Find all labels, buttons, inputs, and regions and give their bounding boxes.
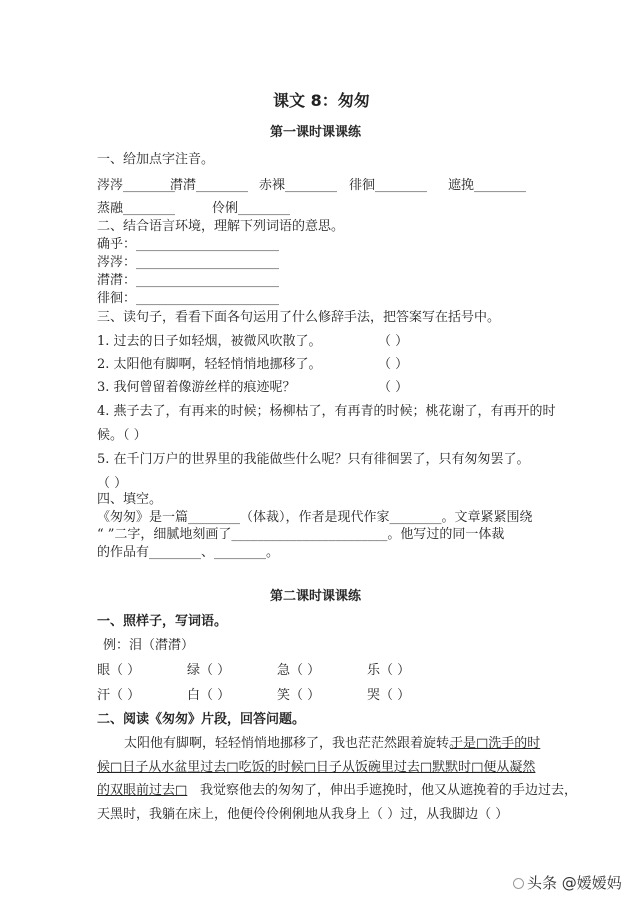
passage-line-1b: 于是□洗手的时 xyxy=(450,736,541,751)
watermark xyxy=(513,872,622,893)
answer-paren: （ ） xyxy=(378,334,409,349)
watermark-text: 头条 @嫒嫒妈 xyxy=(527,874,622,892)
q4-prompt: 四、填空。 xyxy=(97,492,163,507)
word-meaning-line: 涔涔：______________________ xyxy=(97,255,280,270)
word-meaning-line: 徘徊：______________________ xyxy=(97,291,280,306)
q2-prompt: 二、结合语言环境，理解下列词语的意思。 xyxy=(97,219,345,234)
sentence-4-cont: 候。（ ） xyxy=(97,428,147,443)
answer-paren: （ ） xyxy=(378,357,409,372)
watermark-icon xyxy=(513,878,524,889)
answer-paren: （ ） xyxy=(97,476,128,491)
word-item: 绿（ ） xyxy=(187,663,231,678)
lesson1-heading: 第一课时课课练 xyxy=(270,125,362,140)
passage-line-4: 天黑时，我躺在床上，他便伶伶俐俐地从我身上（ ）过，从我脚边（ ） xyxy=(97,807,509,822)
pinyin-item: 涔涔________ xyxy=(97,178,176,193)
sentence-1: 1. 过去的日子如轻烟，被微风吹散了。 xyxy=(97,334,322,349)
pinyin-item: 潸潸________ xyxy=(170,178,249,193)
pinyin-item: 遮挽________ xyxy=(448,178,527,193)
example: 例：泪（潸潸） xyxy=(103,638,195,653)
word-meaning-line: 确乎：______________________ xyxy=(97,237,280,252)
pinyin-item: 赤裸________ xyxy=(259,178,338,193)
word-item: 乐（ ） xyxy=(367,663,411,678)
q3-prompt: 三、读句子，看看下面各句运用了什么修辞手法，把答案写在括号中。 xyxy=(97,310,501,325)
passage-line-3b: 我觉察他去的匆匆了，伸出手遮挽时，他又从遮挽着的手边过去， xyxy=(200,783,578,798)
fill-line-1: 《匆匆》是一篇________（体裁），作者是现代作家________。文章紧紧围绕 xyxy=(97,510,533,525)
l2-q2-prompt: 二、阅读《匆匆》片段，回答问题。 xyxy=(97,712,306,727)
word-item: 白（ ） xyxy=(187,688,231,703)
q1-prompt: 一、给加点字注音。 xyxy=(97,152,215,167)
word-item: 笑（ ） xyxy=(277,688,321,703)
sentence-5: 5. 在千门万户的世界里的我能做些什么呢？只有徘徊罢了，只有匆匆罢了。 xyxy=(97,452,530,467)
pinyin-item: 徘徊________ xyxy=(349,178,428,193)
word-item: 汗（ ） xyxy=(97,688,141,703)
sentence-4: 4. 燕子去了，有再来的时候；杨柳枯了，有再青的时候；桃花谢了，有再开的时 xyxy=(97,404,556,419)
sentence-3: 3. 我何曾留着像游丝样的痕迹呢？ xyxy=(97,380,296,395)
word-meaning-line: 潸潸：______________________ xyxy=(97,273,280,288)
pinyin-item: 蒸融________ xyxy=(97,201,176,216)
passage-line-1a: 太阳他有脚啊，轻轻悄悄地挪移了，我也茫茫然跟着旋转。 xyxy=(124,736,463,751)
fill-line-3: 的作品有________、________。 xyxy=(97,545,280,560)
page-title: 课文 8：匆匆 xyxy=(273,91,370,110)
passage-line-2: 候□日子从水盆里过去□吃饭的时候□日子从饭碗里过去□默默时□便从凝然 xyxy=(97,760,536,775)
pinyin-item: 伶俐________ xyxy=(212,201,291,216)
word-item: 急（ ） xyxy=(277,663,321,678)
fill-line-2: “ ”二字，细腻地刻画了________________________。他写过的同一体裁 xyxy=(97,527,505,542)
word-item: 哭（ ） xyxy=(367,688,411,703)
sentence-2: 2. 太阳他有脚啊，轻轻悄悄地挪移了。 xyxy=(97,357,322,372)
passage-line-3a: 的双眼前过去□ xyxy=(97,783,188,798)
l2-q1-prompt: 一、照样子，写词语。 xyxy=(97,614,228,629)
lesson2-heading: 第二课时课课练 xyxy=(270,589,362,604)
word-item: 眼（ ） xyxy=(97,663,141,678)
answer-paren: （ ） xyxy=(378,380,409,395)
